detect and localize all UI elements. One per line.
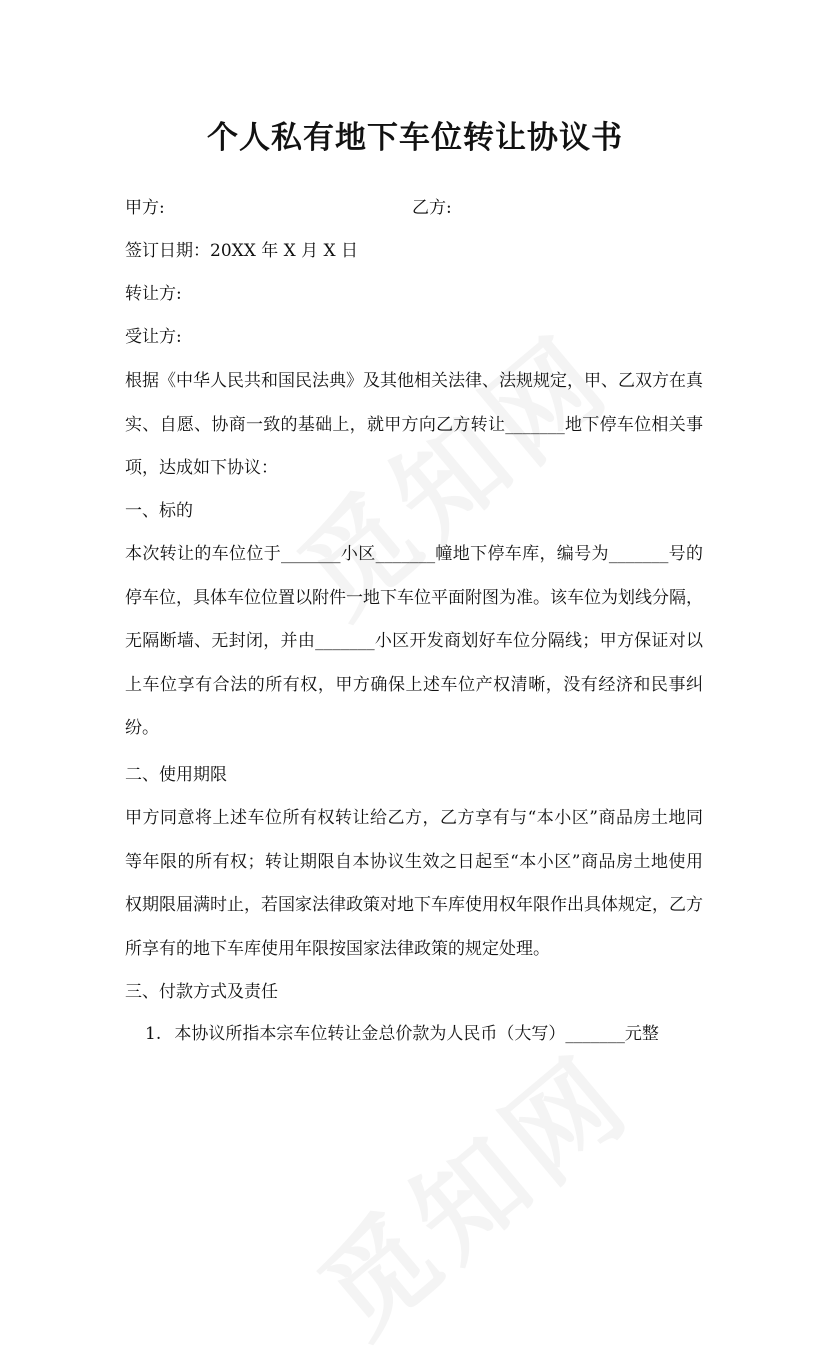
list-item-text: 本协议所指本宗车位转让金总价款为人民币（大写）_______元整 [174,1024,659,1044]
transferor-label: 转让方: [125,284,182,304]
section2-heading: 二、使用期限 [125,765,227,785]
list-item-number: 1. [145,1024,162,1044]
intro-paragraph: 根据《中华人民共和国民法典》及其他相关法律、法规规定，甲、乙双方在真实、自愿、协商一致的基础上，就甲方向乙方转让_______地下停车位相关事项，达成如下协议： [125,371,703,478]
party-b-label: 乙方: [412,198,452,218]
transferee-label: 受让方: [125,327,182,347]
section2-body: 甲方同意将上述车位所有权转让给乙方，乙方享有与“本小区”商品房土地同等年限的所有权；转让期限自本协议生效之日起至“本小区”商品房土地使用权期限届满时止，若国家法律政策对地下车库使用权年限作出具体规定，乙方所享有的地下车库使用年限按国家法律政策的规定处理。 [125,808,703,959]
section3-heading: 三、付款方式及责任 [125,982,278,1002]
list-item [145,1022,659,1046]
section1-heading: 一、标的 [125,501,193,521]
sign-date: 签订日期：20XX 年 X 月 X 日 [125,241,359,261]
party-a-label: 甲方: [125,198,165,218]
section1-body: 本次转让的车位位于_______小区_______幢地下停车库，编号为_______号的停车位，具体车位位置以附件一地下车位平面附图为准。该车位为划线分隔，无隔断墙、无封闭，并由_______小区开发商划好车位分隔线；甲方保证对以上车位享有合法的所有权，甲方确保上述车位产权清晰，没有经济和民事纠纷。 [125,544,703,738]
watermark-bottom [281,1013,658,1365]
document-title: 个人私有地下车位转让协议书 [207,120,623,156]
